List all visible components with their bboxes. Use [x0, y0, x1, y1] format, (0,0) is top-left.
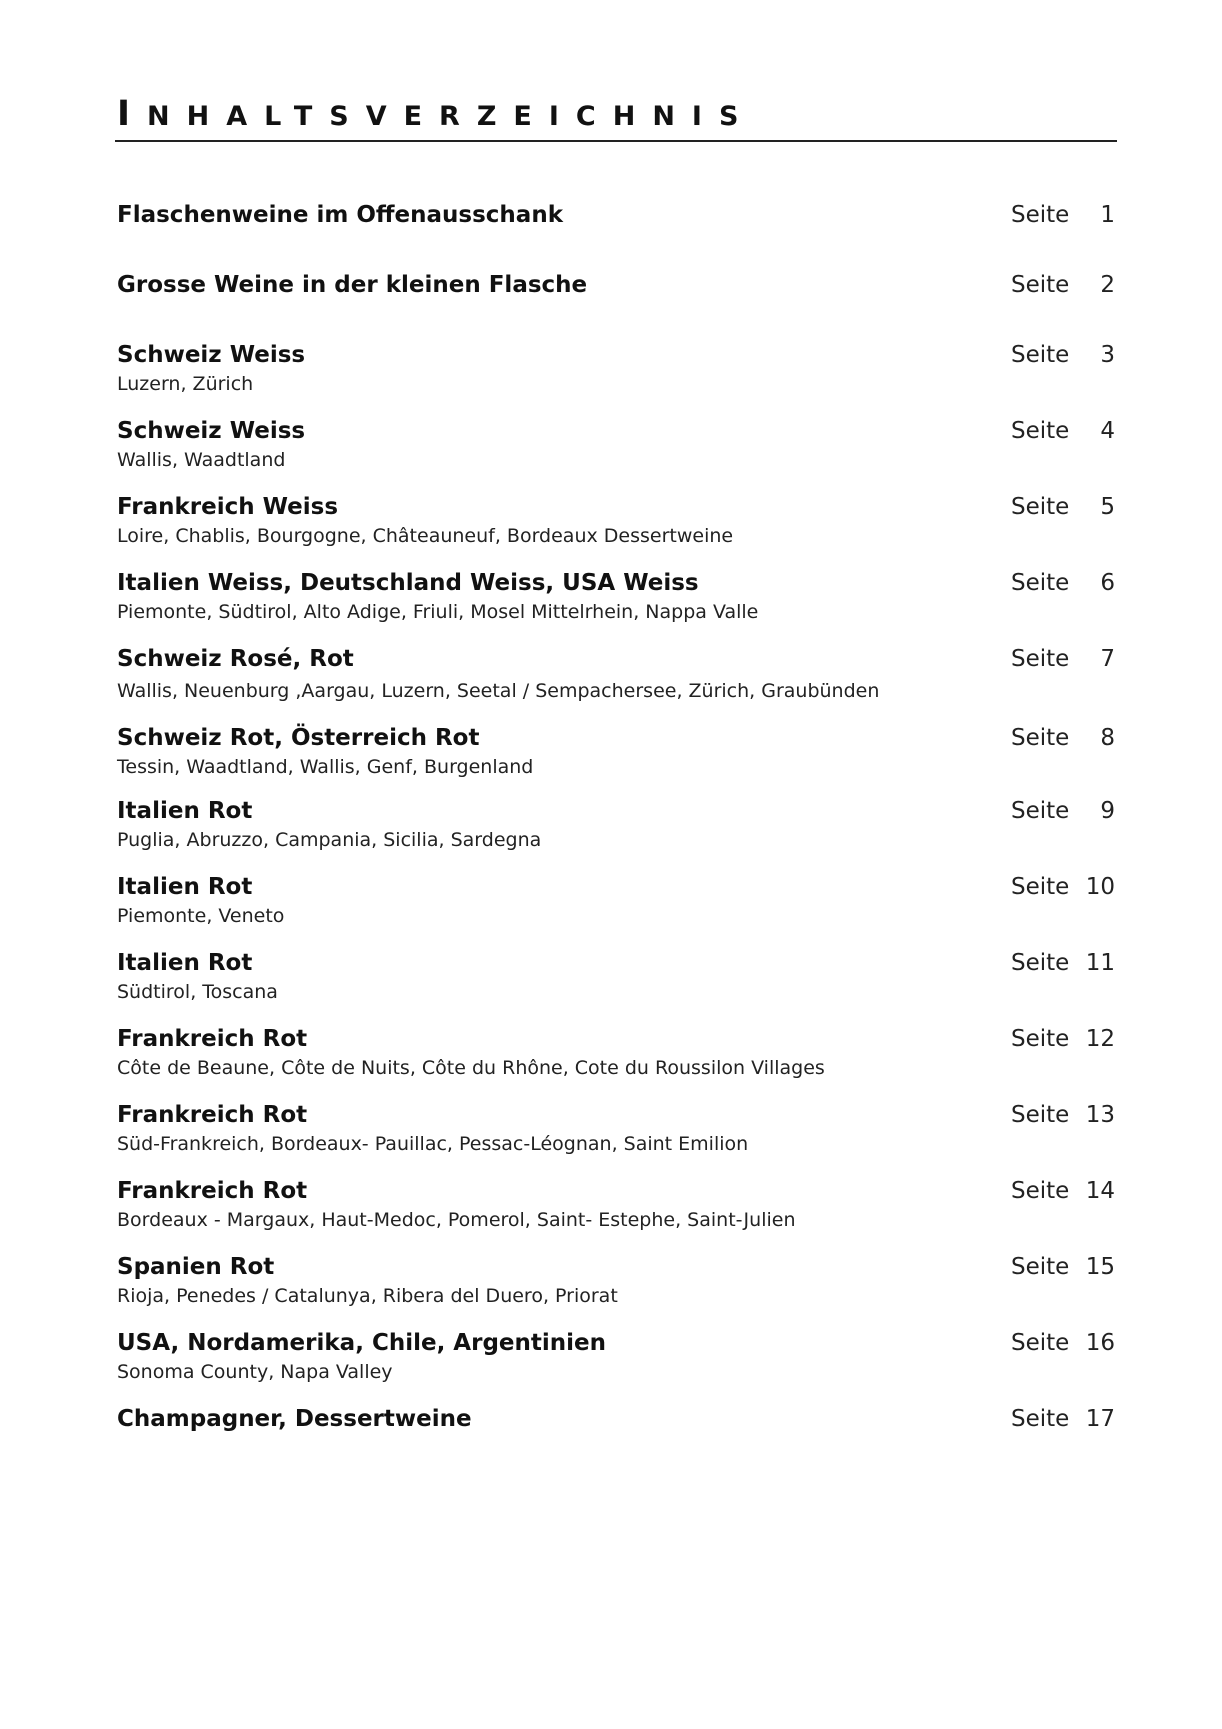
toc-entry-subtitle: Loire, Chablis, Bourgogne, Châteauneuf, Bordeaux Dessertweine — [117, 525, 734, 547]
toc-entry-title: Champagner, Dessertweine — [117, 1406, 472, 1432]
toc-entry-title: Schweiz Weiss — [117, 418, 306, 444]
toc-entry-subtitle: Wallis, Neuenburg ,Aargau, Luzern, Seetal / Sempachersee, Zürich, Graubünden — [117, 680, 880, 702]
toc-entry — [117, 644, 1115, 704]
toc-entry — [117, 1252, 1115, 1312]
toc-entry-page-number: 17 — [1085, 1406, 1115, 1432]
toc-entry-title: Italien Rot — [117, 874, 253, 900]
toc-entry-page-number: 11 — [1085, 950, 1115, 976]
toc-entry-title: Grosse Weine in der kleinen Flasche — [117, 272, 588, 298]
toc-entry-page-number: 3 — [1100, 342, 1115, 368]
toc-entry — [117, 568, 1115, 628]
toc-entry-page-label: Seite — [1011, 342, 1070, 368]
toc-entry-title: Schweiz Weiss — [117, 342, 306, 368]
toc-entry — [117, 492, 1115, 552]
toc-entry-page-label: Seite — [1011, 494, 1070, 520]
toc-entry — [117, 948, 1115, 1008]
toc-entry-title: USA, Nordamerika, Chile, Argentinien — [117, 1330, 606, 1356]
toc-entry-page-label: Seite — [1011, 1406, 1070, 1432]
toc-entry-page-label: Seite — [1011, 1330, 1070, 1356]
toc-entry-subtitle: Rioja, Penedes / Catalunya, Ribera del Duero, Priorat — [117, 1285, 618, 1307]
toc-entry-page-label: Seite — [1011, 725, 1070, 751]
toc-entry-page-label: Seite — [1011, 418, 1070, 444]
toc-entry-page-label: Seite — [1011, 202, 1070, 228]
toc-entry-subtitle: Süd-Frankreich, Bordeaux- Pauillac, Pessac-Léognan, Saint Emilion — [117, 1133, 749, 1155]
toc-entry-subtitle: Sonoma County, Napa Valley — [117, 1361, 393, 1383]
toc-entry-title: Schweiz Rosé, Rot — [117, 646, 354, 672]
toc-entry-subtitle: Südtirol, Toscana — [117, 981, 278, 1003]
page-title — [117, 96, 755, 135]
page-title-rest: NHALTSVERZEICHNIS — [147, 101, 756, 132]
toc-entry-page-number: 7 — [1100, 646, 1115, 672]
toc-entry-subtitle: Luzern, Zürich — [117, 373, 254, 395]
toc-entry-page-number: 1 — [1100, 202, 1115, 228]
toc-entry-page-label: Seite — [1011, 874, 1070, 900]
toc-entry-subtitle: Piemonte, Veneto — [117, 905, 285, 927]
toc-entry-page-label: Seite — [1011, 798, 1070, 824]
toc-entry-subtitle: Piemonte, Südtirol, Alto Adige, Friuli, Mosel Mittelrhein, Nappa Valle — [117, 601, 759, 623]
toc-entry-subtitle: Puglia, Abruzzo, Campania, Sicilia, Sardegna — [117, 829, 542, 851]
title-divider — [115, 140, 1117, 142]
toc-entry-page-number: 16 — [1085, 1330, 1115, 1356]
toc-entry-page-number: 5 — [1100, 494, 1115, 520]
toc-entry-title: Frankreich Weiss — [117, 494, 339, 520]
toc-entry — [117, 200, 1115, 232]
toc-entry-page-number: 2 — [1100, 272, 1115, 298]
toc-entry-page-label: Seite — [1011, 646, 1070, 672]
toc-entry-title: Spanien Rot — [117, 1254, 275, 1280]
toc-entry-subtitle: Tessin, Waadtland, Wallis, Genf, Burgenland — [117, 756, 534, 778]
toc-entry-page-number: 12 — [1085, 1026, 1115, 1052]
toc-entry — [117, 1100, 1115, 1160]
toc-entry-page-label: Seite — [1011, 1254, 1070, 1280]
toc-entry-title: Flaschenweine im Offenausschank — [117, 202, 563, 228]
toc-entry — [117, 1024, 1115, 1084]
toc-entry-page-number: 15 — [1085, 1254, 1115, 1280]
toc-entry-title: Schweiz Rot, Österreich Rot — [117, 725, 480, 751]
toc-entry — [117, 1404, 1115, 1436]
toc-entry — [117, 723, 1115, 783]
toc-entry — [117, 1176, 1115, 1236]
toc-entry-page-number: 14 — [1085, 1178, 1115, 1204]
toc-entry-page-number: 10 — [1085, 874, 1115, 900]
toc-entry-page-number: 4 — [1100, 418, 1115, 444]
toc-entry-subtitle: Côte de Beaune, Côte de Nuits, Côte du Rhône, Cote du Roussilon Villages — [117, 1057, 825, 1079]
toc-entry-page-number: 9 — [1100, 798, 1115, 824]
toc-entry-page-label: Seite — [1011, 1178, 1070, 1204]
toc-entry-page-label: Seite — [1011, 570, 1070, 596]
toc-entry — [117, 416, 1115, 476]
toc-entry — [117, 340, 1115, 400]
toc-entry — [117, 1328, 1115, 1388]
toc-entry-page-label: Seite — [1011, 1026, 1070, 1052]
toc-entry-subtitle: Wallis, Waadtland — [117, 449, 286, 471]
toc-entry — [117, 796, 1115, 856]
toc-entry-title: Italien Rot — [117, 950, 253, 976]
toc-entry — [117, 872, 1115, 932]
toc-entry-subtitle: Bordeaux - Margaux, Haut-Medoc, Pomerol, Saint- Estephe, Saint-Julien — [117, 1209, 796, 1231]
toc-entry-page-label: Seite — [1011, 1102, 1070, 1128]
toc-entry-page-number: 6 — [1100, 570, 1115, 596]
toc-entry-page-number: 13 — [1085, 1102, 1115, 1128]
page-title-initial: I — [117, 94, 148, 134]
toc-entry-page-label: Seite — [1011, 272, 1070, 298]
toc-entry-title: Frankreich Rot — [117, 1026, 308, 1052]
toc-entry — [117, 270, 1115, 302]
toc-entry-title: Frankreich Rot — [117, 1102, 308, 1128]
toc-entry-page-number: 8 — [1100, 725, 1115, 751]
toc-entry-page-label: Seite — [1011, 950, 1070, 976]
toc-entry-title: Italien Weiss, Deutschland Weiss, USA Weiss — [117, 570, 699, 596]
toc-entry-title: Italien Rot — [117, 798, 253, 824]
toc-entry-title: Frankreich Rot — [117, 1178, 308, 1204]
